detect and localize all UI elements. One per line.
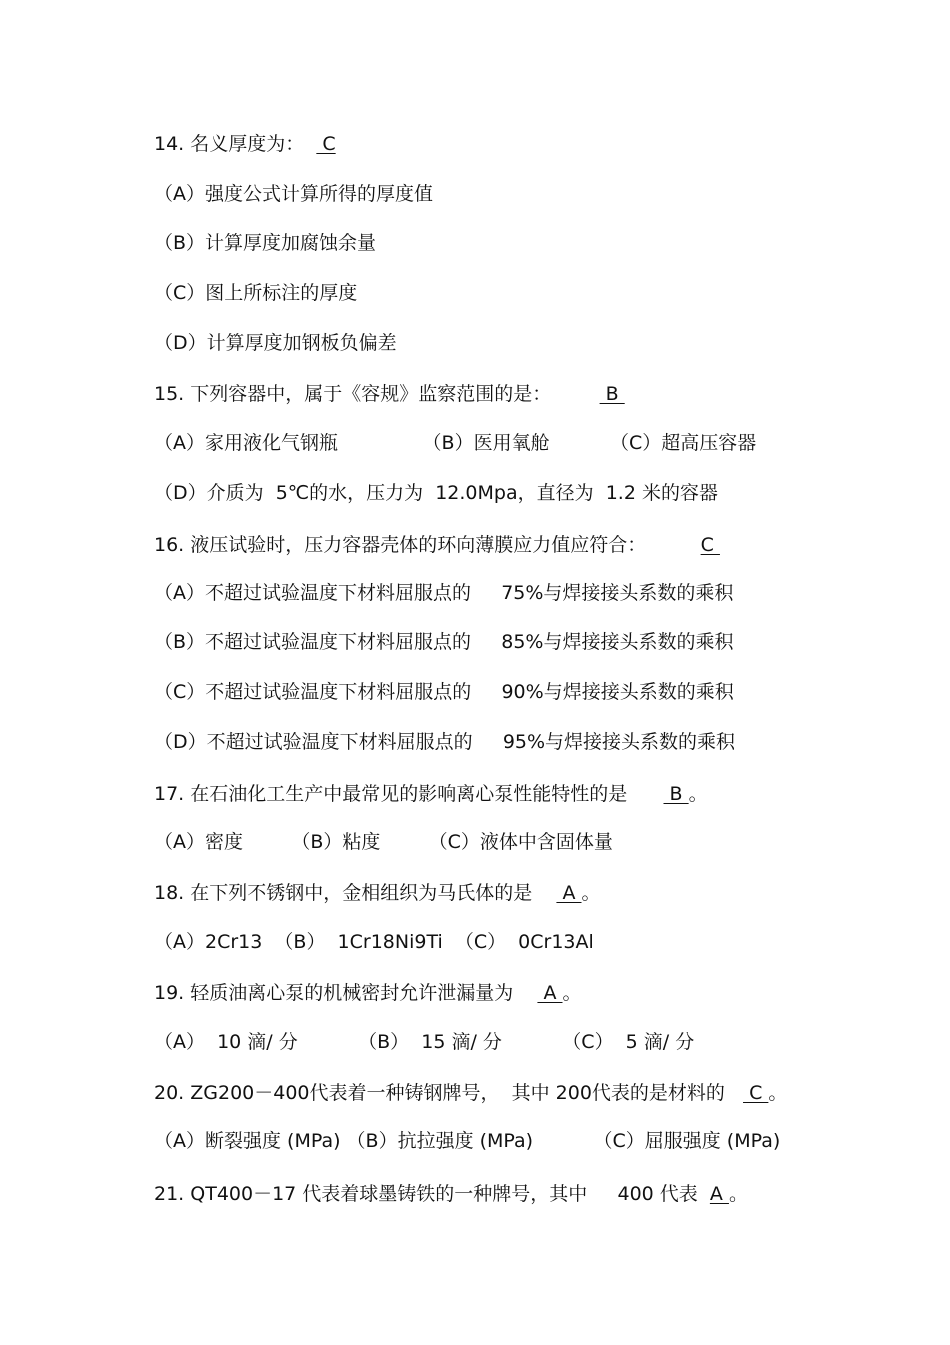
line-text: （A）不超过试验温度下材料屈服点的 75%与焊接接头系数的乘积 (154, 582, 734, 604)
question-14 (154, 131, 336, 157)
line-text: （D）不超过试验温度下材料屈服点的 95%与焊接接头系数的乘积 (154, 731, 736, 753)
question-21 (154, 1181, 748, 1207)
answer-blank: C (316, 133, 336, 155)
line-text: （D）计算厚度加钢板负偏差 (154, 332, 397, 354)
line-text: 19. 轻质油离心泵的机械密封允许泄漏量为 (154, 982, 538, 1004)
line-text: （C）图上所标注的厚度 (154, 282, 358, 304)
option-16-a (154, 580, 733, 606)
option-14-c (154, 280, 357, 306)
line-text: 16. 液压试验时，压力容器壳体的环向薄膜应力值应符合： (154, 534, 701, 556)
question-18 (154, 880, 601, 906)
answer-blank: A (556, 882, 582, 904)
option-14-a (154, 181, 433, 207)
line-text: 14. 名义厚度为： (154, 133, 317, 155)
option-14-b (154, 230, 376, 256)
answer-blank: A (709, 1183, 729, 1205)
option-16-d (154, 729, 735, 755)
line-text: （A）家用液化气钢瓶 （B）医用氧舱 （C）超高压容器 (154, 432, 757, 454)
option-15-d (154, 480, 718, 506)
line-text: 18. 在下列不锈钢中，金相组织为马氏体的是 (154, 882, 557, 904)
line-text: 。 (728, 1183, 748, 1205)
answer-blank: C (743, 1082, 769, 1104)
line-text: （A）密度 （B）粘度 （C）液体中含固体量 (154, 831, 613, 853)
question-17 (154, 781, 708, 807)
line-text: 。 (688, 783, 708, 805)
line-text: （A） 10 滴/ 分 （B） 15 滴/ 分 （C） 5 滴/ 分 (154, 1031, 695, 1053)
options-18-abc (154, 929, 594, 955)
line-text: （B）计算厚度加腐蚀余量 (154, 232, 377, 254)
option-14-d (154, 330, 397, 356)
options-17-abc (154, 829, 613, 855)
line-text: （C）不超过试验温度下材料屈服点的 90%与焊接接头系数的乘积 (154, 681, 734, 703)
answer-blank: B (663, 783, 689, 805)
answer-blank: B (599, 383, 625, 405)
line-text: 20. ZG200－400代表着一种铸钢牌号， 其中 200代表的是材料的 (154, 1082, 744, 1104)
options-19-abc (154, 1029, 694, 1055)
question-19 (154, 980, 582, 1006)
line-text: 17. 在石油化工生产中最常见的影响离心泵性能特性的是 (154, 783, 664, 805)
line-text: 。 (562, 982, 582, 1004)
line-text: （A）断裂强度 (MPa) （B）抗拉强度 (MPa) （C）屈服强度 (MPa) (154, 1130, 781, 1152)
line-text: （A）强度公式计算所得的厚度值 (154, 183, 433, 205)
answer-blank: C (700, 534, 720, 556)
options-15-abc (154, 430, 756, 456)
answer-blank: A (537, 982, 563, 1004)
line-text: 。 (768, 1082, 788, 1104)
line-text: （A）2Cr13 （B） 1Cr18Ni9Ti （C） 0Cr13Al (154, 931, 594, 953)
line-text: 。 (581, 882, 601, 904)
line-text: （B）不超过试验温度下材料屈服点的 85%与焊接接头系数的乘积 (154, 631, 734, 653)
options-20-abc (154, 1128, 780, 1154)
question-16 (154, 532, 720, 558)
question-20 (154, 1080, 787, 1106)
line-text: 15. 下列容器中，属于《容规》监察范围的是： (154, 383, 600, 405)
option-16-b (154, 629, 733, 655)
option-16-c (154, 679, 734, 705)
question-15 (154, 381, 625, 407)
line-text: （D）介质为 5℃的水，压力为 12.0Mpa，直径为 1.2 米的容器 (154, 482, 718, 504)
line-text: 21. QT400－17 代表着球墨铸铁的一种牌号，其中 400 代表 (154, 1183, 710, 1205)
